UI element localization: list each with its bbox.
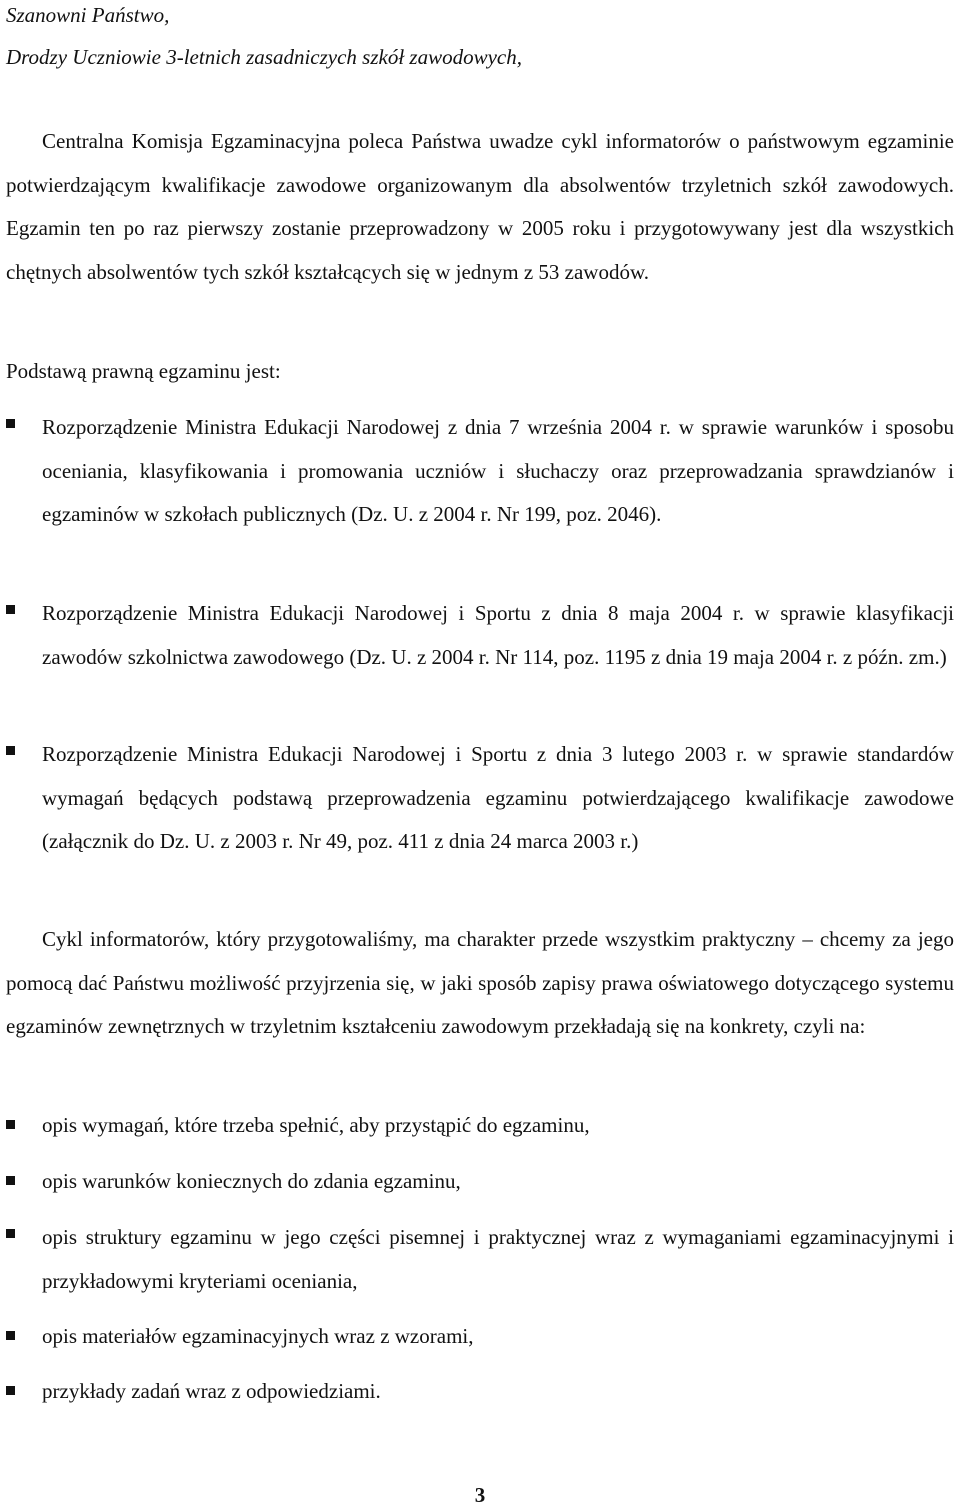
- bullet-square-icon: [6, 1331, 15, 1340]
- bullet-square-icon: [6, 1176, 15, 1185]
- bullet-square-icon: [6, 1386, 15, 1395]
- intro-paragraph: Centralna Komisja Egzaminacyjna poleca Państwa uwadze cykl informatorów o państwowym egzaminie potwierdzającym kwalifikacje zawodowe organizowanym dla absolwentów trzyletnich szkół zawodowych. Egzamin ten po raz pierwszy zostanie przeprowadzony w 2005 roku i przygotowywany jest dla wszystkich chętnych absolwentów tych szkół kształcących się w jednym z 53 zawodów.: [6, 129, 954, 284]
- legal-basis-item-text: Rozporządzenie Ministra Edukacji Narodowej i Sportu z dnia 3 lutego 2003 r. w sprawie standardów wymagań będących podstawą przeprowadzenia egzaminu potwierdzającego kwalifikacje zawodowe (załącznik do Dz. U. z 2003 r. Nr 49, poz. 411 z dnia 24 marca 2003 r.): [42, 742, 954, 853]
- contents-item-1: [6, 1110, 954, 1140]
- bullet-square-icon: [6, 1120, 15, 1129]
- bullet-square-icon: [6, 419, 15, 428]
- legal-basis-item-text: Rozporządzenie Ministra Edukacji Narodowej i Sportu z dnia 8 maja 2004 r. w sprawie klasyfikacji zawodów szkolnictwa zawodowego (Dz. U. z 2004 r. Nr 114, poz. 1195 z dnia 19 maja 2004 r. z późn. zm.): [42, 601, 954, 669]
- bullet-square-icon: [6, 1229, 15, 1238]
- bullet-square-icon: [6, 605, 15, 614]
- page-number: 3: [474, 1483, 486, 1507]
- bullet-square-icon: [6, 746, 15, 755]
- salutation-line-1: Szanowni Państwo,: [6, 3, 170, 27]
- legal-basis-item-2: [6, 592, 954, 679]
- legal-basis-item-text: Rozporządzenie Ministra Edukacji Narodowej z dnia 7 września 2004 r. w sprawie warunków i sposobu oceniania, klasyfikowania i promowania uczniów i słuchaczy oraz przeprowadzania sprawdzianów i egzaminów w szkołach publicznych (Dz. U. z 2004 r. Nr 199, poz. 2046).: [42, 415, 954, 526]
- contents-item-3: [6, 1216, 954, 1303]
- contents-item-text: opis wymagań, które trzeba spełnić, aby przystąpić do egzaminu,: [42, 1113, 590, 1137]
- contents-item-text: opis warunków koniecznych do zdania egzaminu,: [42, 1169, 461, 1193]
- contents-item-text: przykłady zadań wraz z odpowiedziami.: [42, 1379, 381, 1403]
- contents-item-2: [6, 1166, 954, 1196]
- cycle-paragraph: Cykl informatorów, który przygotowaliśmy, ma charakter przede wszystkim praktyczny – chcemy za jego pomocą dać Państwu możliwość przyjrzenia się, w jaki sposób zapisy prawa oświatowego dotyczącego systemu egzaminów zewnętrznych w trzyletnim kształceniu zawodowym przekładają się na konkrety, czyli na:: [6, 927, 954, 1038]
- legal-basis-item-1: [6, 406, 954, 537]
- legal-basis-item-3: [6, 733, 954, 864]
- legal-basis-heading: Podstawą prawną egzaminu jest:: [6, 359, 281, 383]
- contents-item-4: [6, 1321, 954, 1351]
- salutation-line-2: Drodzy Uczniowie 3-letnich zasadniczych szkół zawodowych,: [6, 45, 522, 69]
- contents-item-5: [6, 1376, 954, 1406]
- contents-item-text: opis materiałów egzaminacyjnych wraz z wzorami,: [42, 1324, 474, 1348]
- contents-item-text: opis struktury egzaminu w jego części pisemnej i praktycznej wraz z wymaganiami egzaminacyjnymi i przykładowymi kryteriami oceniania,: [42, 1225, 954, 1293]
